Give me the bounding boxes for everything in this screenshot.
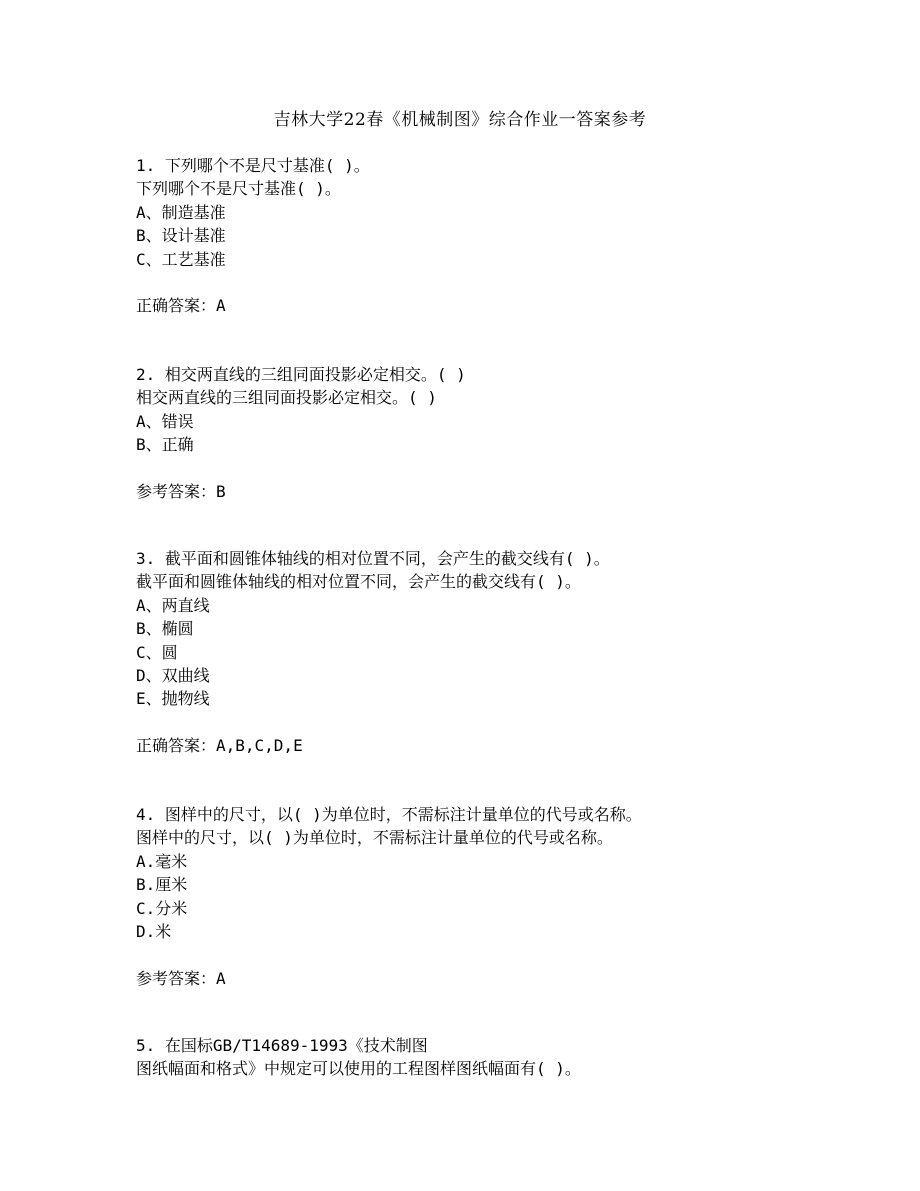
question-stem: 3. 截平面和圆锥体轴线的相对位置不同，会产生的截交线有( )。 bbox=[136, 549, 610, 568]
question-restated: 图样中的尺寸，以( )为单位时，不需标注计量单位的代号或名称。 bbox=[136, 828, 613, 848]
option-b: B、设计基准 bbox=[136, 226, 226, 246]
option-c: C、工艺基准 bbox=[136, 249, 226, 269]
question-restated: 下列哪个不是尺寸基准( )。 bbox=[136, 179, 341, 199]
option-c: C.分米 bbox=[136, 898, 188, 918]
answer-line: 正确答案：A bbox=[136, 296, 226, 316]
question-stem: 5. 在国标GB/T14689-1993《技术制图 bbox=[136, 1036, 428, 1055]
option-d: D、双曲线 bbox=[136, 665, 210, 685]
question-stem: 1. 下列哪个不是尺寸基准( )。 bbox=[136, 156, 370, 175]
question-restated: 相交两直线的三组同面投影必定相交。( ) bbox=[136, 388, 437, 408]
question-2 bbox=[136, 363, 876, 503]
question-stem: 4. 图样中的尺寸，以( )为单位时，不需标注计量单位的代号或名称。 bbox=[136, 805, 642, 824]
option-b: B、正确 bbox=[136, 435, 194, 455]
question-restated: 截平面和圆锥体轴线的相对位置不同，会产生的截交线有( )。 bbox=[136, 572, 581, 592]
option-b: B.厘米 bbox=[136, 875, 188, 895]
question-4 bbox=[136, 803, 876, 990]
option-e: E、抛物线 bbox=[136, 689, 210, 709]
answer-line: 参考答案：B bbox=[136, 481, 226, 501]
answer-line: 正确答案：A,B,C,D,E bbox=[136, 736, 303, 756]
question-5 bbox=[136, 1034, 876, 1081]
option-a: A、错误 bbox=[136, 411, 194, 431]
option-a: A、制造基准 bbox=[136, 202, 226, 222]
option-b: B、椭圆 bbox=[136, 619, 194, 639]
option-a: A、两直线 bbox=[136, 595, 210, 615]
question-restated: 图纸幅面和格式》中规定可以使用的工程图样图纸幅面有( )。 bbox=[136, 1059, 581, 1079]
option-c: C、圆 bbox=[136, 642, 178, 662]
document-title: 吉林大学22春《机械制图》综合作业一答案参考 bbox=[273, 110, 647, 130]
question-stem: 2. 相交两直线的三组同面投影必定相交。( ) bbox=[136, 365, 466, 384]
question-3 bbox=[136, 547, 876, 758]
answer-line: 参考答案：A bbox=[136, 968, 226, 988]
option-d: D.米 bbox=[136, 921, 172, 941]
question-1 bbox=[136, 154, 876, 318]
option-a: A.毫米 bbox=[136, 851, 188, 871]
